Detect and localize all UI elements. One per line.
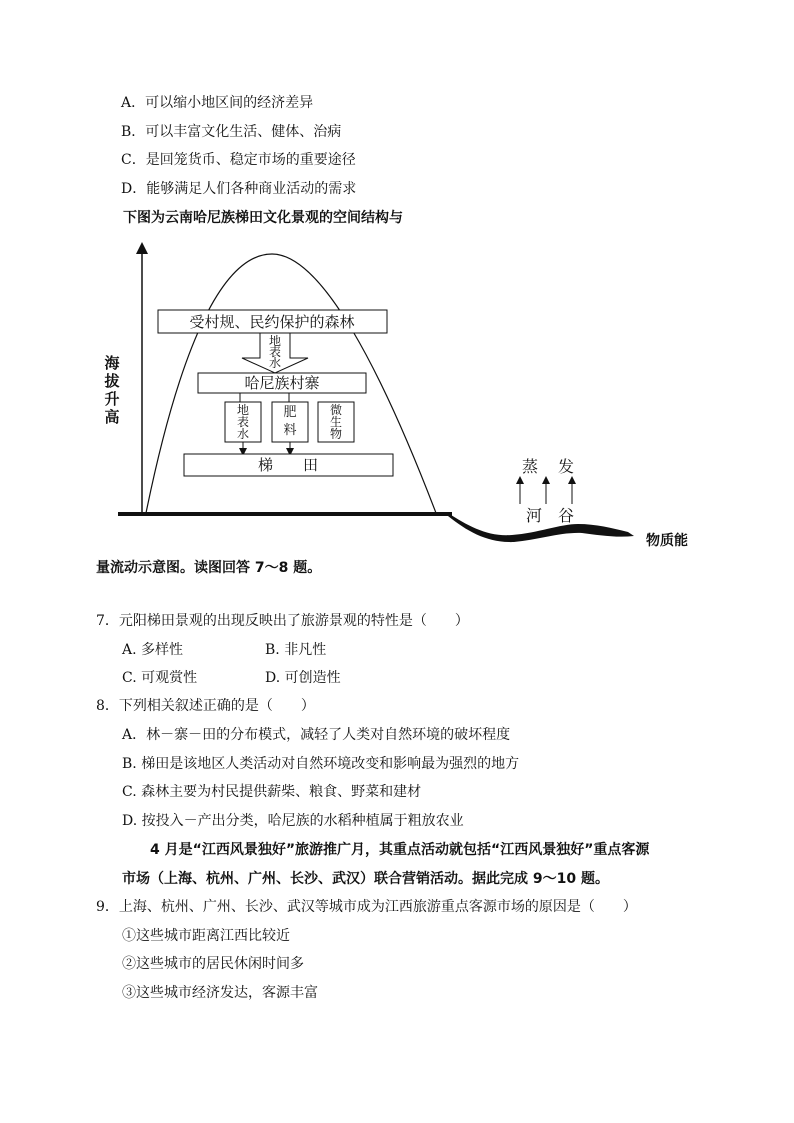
box-surface-water-label [237,402,249,441]
svg-text:生: 生 [329,415,343,429]
q9-stem: 9．上海、杭州、广州、长沙、武汉等城市成为江西旅游重点客源市场的原因是（ ） [96,899,637,915]
svg-text:海: 海 [104,354,120,372]
q6-option-d: D．能够满足人们各种商业活动的需求 [121,181,357,197]
svg-text:表: 表 [236,415,250,429]
q7-option-d: D. 可创造性 [265,670,341,686]
q8-option-b: B. 梯田是该地区人类活动对自然环境改变和影响最为强烈的地方 [122,756,520,772]
q6-option-a: A．可以缩小地区间的经济差异 [121,95,314,111]
intro-9-10-line1: 4 月是“江西风景独好”旅游推广月，其重点活动就包括“江西风景独好”重点客源 [150,842,650,858]
svg-text:水: 水 [236,427,250,441]
svg-text:升: 升 [104,390,120,408]
terrace-box-label: 梯 田 [257,456,319,474]
river-valley-label [526,506,574,525]
q9-item-1: ①这些城市距离江西比较近 [122,928,290,944]
q6-option-c: C．是回笼货币、稳定市场的重要途径 [121,152,356,168]
q8-option-c: C. 森林主要为村民提供薪柴、粮食、野菜和建材 [122,784,422,800]
evaporation-label [522,457,574,476]
q7-option-a: A. 多样性 [122,642,184,658]
svg-text:发: 发 [557,457,575,476]
intro-7-8-line2: 量流动示意图。读图回答 7～8 题。 [96,560,322,576]
q8-stem: 8．下列相关叙述正确的是（ ） [96,698,315,714]
village-box-label: 哈尼族村寨 [244,374,320,392]
svg-text:料: 料 [283,423,297,438]
x-axis-label: 物质能 [646,533,688,549]
forest-box-label: 受村规、民约保护的森林 [189,313,355,331]
box-microbes-label [330,402,342,441]
svg-text:河: 河 [525,506,543,525]
svg-text:水: 水 [268,356,282,370]
q8-option-d: D. 按投入－产出分类，哈尼族的水稻种植属于粗放农业 [122,813,464,829]
intro-7-8-line1: 下图为云南哈尼族梯田文化景观的空间结构与 [123,210,403,226]
terrace-diagram [0,232,794,562]
intro-9-10-line2: 市场（上海、杭州、广州、长沙、武汉）联合营销活动。据此完成 9～10 题。 [122,871,609,887]
q9-item-3: ③这些城市经济发达，客源丰富 [122,985,318,1001]
surface-water-arrow-label [269,333,281,370]
svg-text:谷: 谷 [557,506,575,525]
svg-text:拔: 拔 [104,372,120,390]
q9-item-2: ②这些城市的居民休闲时间多 [122,956,304,972]
svg-text:表: 表 [268,345,282,359]
y-axis-label [103,354,120,426]
q6-option-b: B．可以丰富文化生活、健体、治病 [121,124,342,140]
svg-text:高: 高 [104,408,120,426]
q7-option-c: C. 可观赏性 [122,670,198,686]
svg-text:地: 地 [236,403,250,417]
q7-option-b: B. 非凡性 [265,642,327,658]
svg-text:地: 地 [268,334,282,348]
svg-text:物: 物 [329,427,343,441]
svg-text:肥: 肥 [283,405,297,420]
q7-stem: 7．元阳梯田景观的出现反映出了旅游景观的特性是（ ） [96,613,469,629]
svg-text:微: 微 [329,403,343,417]
svg-text:蒸: 蒸 [521,457,539,476]
q8-option-a: A．林－寨－田的分布模式，减轻了人类对自然环境的破坏程度 [122,727,511,743]
